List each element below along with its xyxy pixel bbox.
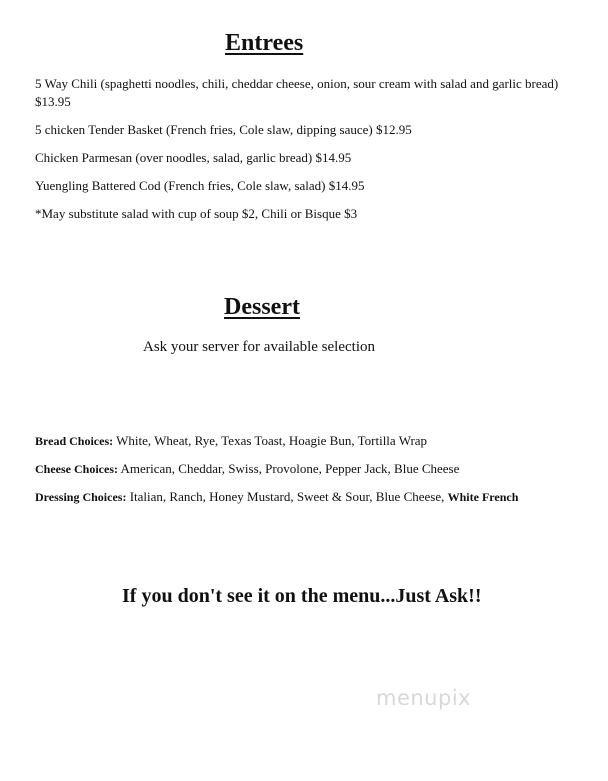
menupix-watermark: menupix <box>376 686 472 710</box>
bread-choices <box>35 432 595 450</box>
footer-note: If you don't see it on the menu...Just Ask!! <box>122 585 482 607</box>
dressing-choices-label: Dressing Choices: <box>35 490 127 504</box>
choices-section <box>35 432 595 516</box>
dessert-heading: Dessert <box>224 294 300 320</box>
cheese-choices <box>35 460 595 478</box>
entree-item-chicken-parmesan: Chicken Parmesan (over noodles, salad, garlic bread) $14.95 <box>35 150 352 165</box>
entree-substitution-note: *May substitute salad with cup of soup $2, Chili or Bisque $3 <box>35 206 358 221</box>
dressing-choices-options: Italian, Ranch, Honey Mustard, Sweet & Sour, Blue Cheese, <box>129 489 445 504</box>
dessert-note: Ask your server for available selection <box>143 339 375 355</box>
dressing-choices <box>35 488 595 506</box>
entrees-heading: Entrees <box>225 30 304 56</box>
entree-item-battered-cod: Yuengling Battered Cod (French fries, Cole slaw, salad) $14.95 <box>35 178 365 193</box>
cheese-choices-options: American, Cheddar, Swiss, Provolone, Pepper Jack, Blue Cheese <box>120 461 460 476</box>
entree-item-chicken-tender-basket: 5 chicken Tender Basket (French fries, Cole slaw, dipping sauce) $12.95 <box>35 122 412 137</box>
entrees-list <box>35 75 575 223</box>
cheese-choices-label: Cheese Choices: <box>35 462 118 476</box>
entree-item-5-way-chili: 5 Way Chili (spaghetti noodles, chili, cheddar cheese, onion, sour cream with salad and garlic bread) $13.95 <box>35 76 559 109</box>
dressing-choices-bold-option: White French <box>447 490 519 504</box>
bread-choices-options: White, Wheat, Rye, Texas Toast, Hoagie Bun, Tortilla Wrap <box>116 433 428 448</box>
bread-choices-label: Bread Choices: <box>35 434 114 448</box>
